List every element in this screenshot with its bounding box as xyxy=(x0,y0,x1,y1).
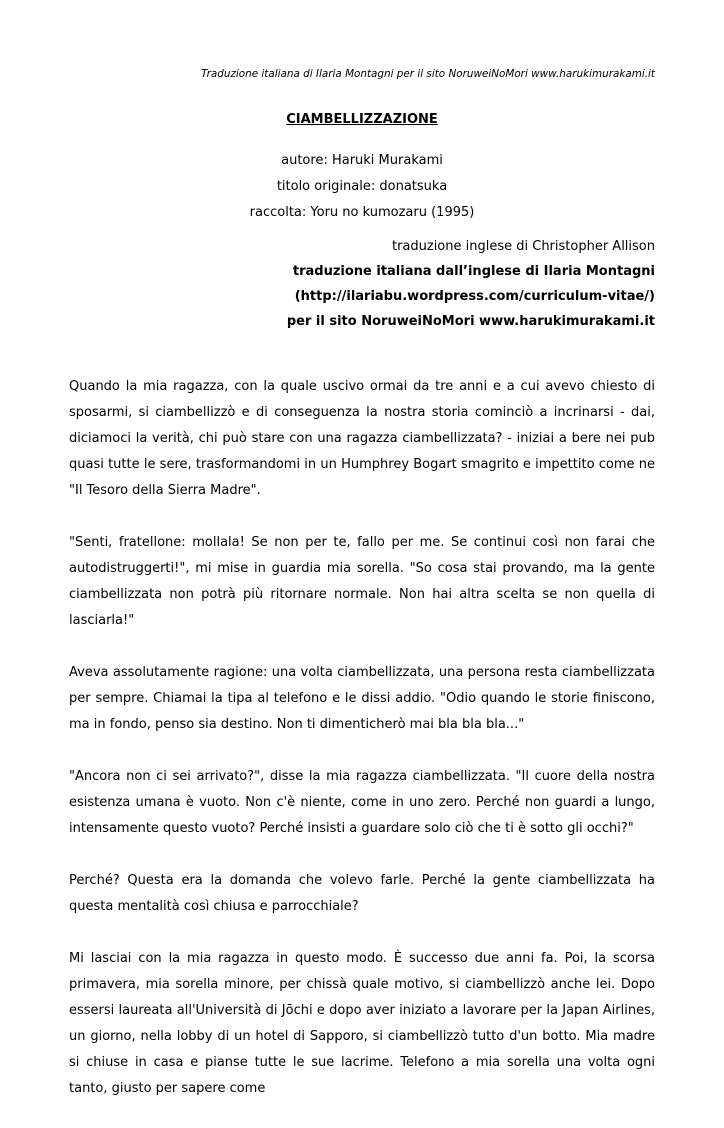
translation-credits xyxy=(69,234,655,334)
english-translation-line: traduzione inglese di Christopher Allison xyxy=(391,239,655,254)
paragraph: Perché? Questa era la domanda che volevo farle. Perché la gente ciambellizzata ha questa mentalità così chiusa e parrocchiale? xyxy=(69,873,655,914)
author-line: autore: Haruki Murakami xyxy=(281,153,443,168)
site-line: per il sito NoruweiNoMori www.harukimurakami.it xyxy=(286,314,655,329)
running-header: Traduzione italiana di Ilaria Montagni per il sito NoruweiNoMori www.harukimurakami.it xyxy=(201,68,655,80)
italian-translation-line: traduzione italiana dall’inglese di Ilaria Montagni xyxy=(292,264,655,279)
paragraph: "Ancora non ci sei arrivato?", disse la mia ragazza ciambellizzata. "Il cuore della nostra esistenza umana è vuoto. Non c'è niente, come in uno zero. Perché non guardi a lungo, intensamente questo vuoto? Perché insisti a guardare solo ciò che ti è sotto gli occhi?" xyxy=(69,769,655,836)
paragraph: Mi lasciai con la mia ragazza in questo modo. È successo due anni fa. Poi, la scorsa primavera, mia sorella minore, per chissà quale motivo, si ciambellizzò anche lei. Dopo essersi laureata all'Università di Jōchi e dopo aver iniziato a lavorare per la Japan Airlines, un giorno, nella lobby di un hotel di Sapporo, si ciambellizzò tutto d'un botto. Mia madre si chiuse in casa e pianse tutte le sue lacrime. Telefono a mia sorella una volta ogni tanto, giusto per sapere come xyxy=(69,951,655,1096)
story-metadata xyxy=(69,148,655,226)
paragraph: Quando la mia ragazza, con la quale uscivo ormai da tre anni e a cui avevo chiesto di sposarmi, si ciambellizzò e di conseguenza la nostra storia cominciò a incrinarsi - dai, diciamoci la verità, chi può stare con una ragazza ciambellizzata? - iniziai a bere nei pub quasi tutte le sere, trasformandomi in un Humphrey Bogart smagrito e impettito come ne "Il Tesoro della Sierra Madre". xyxy=(69,379,655,498)
story-title: CIAMBELLIZZAZIONE xyxy=(286,112,438,127)
original-title-line: titolo originale: donatsuka xyxy=(276,179,448,194)
paragraph: Aveva assolutamente ragione: una volta ciambellizzata, una persona resta ciambellizzata per sempre. Chiamai la tipa al telefono e le dissi addio. "Odio quando le storie finiscono, ma in fondo, penso sia destino. Non ti dimenticherò mai bla bla bla..." xyxy=(69,665,655,732)
story-body xyxy=(69,374,655,1128)
paragraph: "Senti, fratellone: mollala! Se non per te, fallo per me. Se continui così non farai che autodistruggerti!", mi mise in guardia mia sorella. "So cosa stai provando, ma la gente ciambellizzata non potrà più ritornare normale. Non hai altra scelta se non quella di lasciarla!" xyxy=(69,535,655,628)
translator-url-line: (http://ilariabu.wordpress.com/curriculum-vitae/) xyxy=(294,289,655,304)
collection-line: raccolta: Yoru no kumozaru (1995) xyxy=(249,205,475,220)
